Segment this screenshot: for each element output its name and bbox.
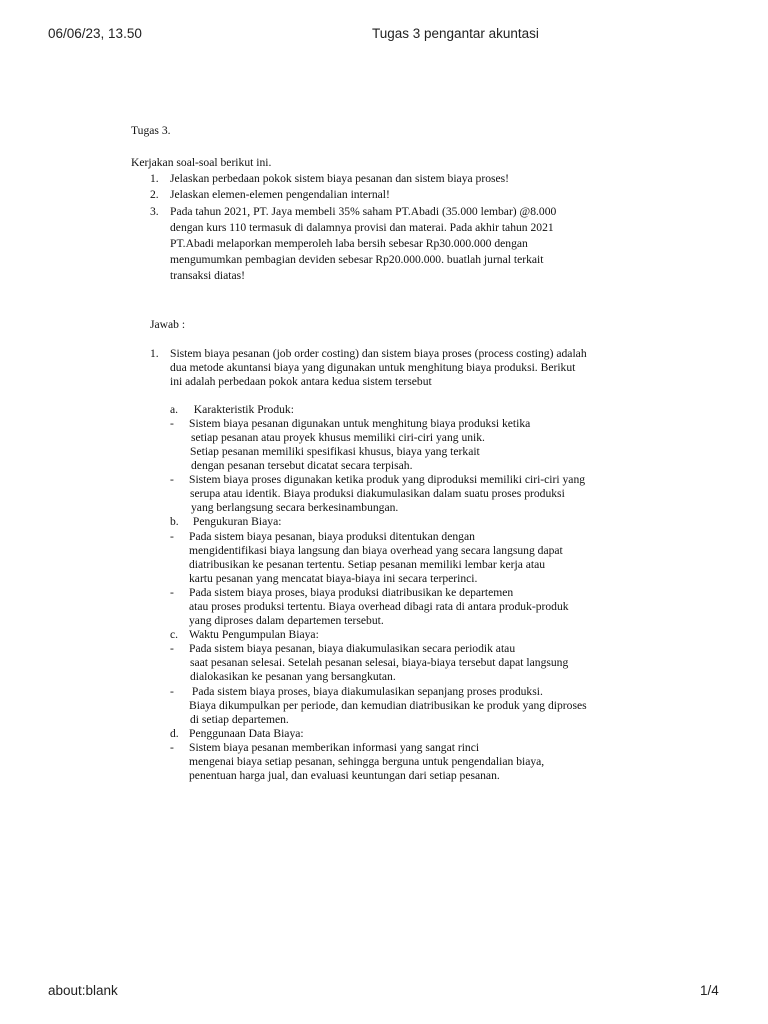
bullet-line: penentuan harga jual, dan evaluasi keuntungan dari setiap pesanan. [189, 769, 500, 782]
bullet-line: kartu pesanan yang mencatat biaya-biaya ini secara terperinci. [189, 572, 478, 585]
answer-intro-line: Sistem biaya pesanan (job order costing) dan sistem biaya proses (process costing) adalah [170, 347, 587, 360]
instruction-text: Kerjakan soal-soal berikut ini. [131, 156, 272, 169]
question-number: 1. [150, 172, 159, 185]
bullet-line: Biaya dikumpulkan per periode, dan kemudian diatribusikan ke produk yang diproses [189, 699, 587, 712]
bullet-line: Sistem biaya pesanan digunakan untuk menghitung biaya produksi ketika [189, 417, 531, 430]
answer-intro-line: ini adalah perbedaan pokok antara kedua sistem tersebut [170, 375, 432, 388]
bullet-dash: - [170, 417, 174, 430]
question-line: transaksi diatas! [170, 269, 246, 282]
bullet-line: Setiap pesanan memiliki spesifikasi khusus, biaya yang terkait [190, 445, 480, 458]
answer-number: 1. [150, 347, 159, 360]
section-letter: c. [170, 628, 179, 641]
bullet-line: Pada sistem biaya proses, biaya diakumulasikan sepanjang proses produksi. [189, 685, 543, 698]
bullet-line: yang diproses dalam departemen tersebut. [189, 614, 384, 627]
section-letter: a. [170, 403, 179, 416]
bullet-line: diatribusikan ke pesanan tertentu. Setiap pesanan memiliki lembar kerja atau [189, 558, 546, 571]
answer-intro-line: dua metode akuntansi biaya yang digunakan untuk menghitung biaya produksi. Berikut [170, 361, 576, 374]
print-datetime: 06/06/23, 13.50 [48, 26, 142, 41]
bullet-line: Pada sistem biaya pesanan, biaya produksi ditentukan dengan [189, 530, 475, 543]
question-line: mengumumkan pembagian deviden sebesar Rp20.000.000. buatlah jurnal terkait [170, 253, 544, 266]
question-number: 2. [150, 188, 159, 201]
question-line: Jelaskan perbedaan pokok sistem biaya pesanan dan sistem biaya proses! [170, 172, 510, 185]
bullet-line: Pada sistem biaya proses, biaya produksi diatribusikan ke departemen [189, 586, 514, 599]
bullet-line: mengidentifikasi biaya langsung dan biaya overhead yang secara langsung dapat [189, 544, 563, 557]
bullet-line: Sistem biaya pesanan memberikan informasi yang sangat rinci [189, 741, 480, 754]
section-letter: d. [170, 727, 179, 740]
section-letter: b. [170, 515, 179, 528]
bullet-dash: - [170, 741, 174, 754]
bullet-line: Sistem biaya proses digunakan ketika produk yang diproduksi memiliki ciri-ciri yang [189, 473, 586, 486]
question-line: Jelaskan elemen-elemen pengendalian internal! [170, 188, 390, 201]
document-heading: Tugas 3. [131, 124, 171, 137]
bullet-line: dialokasikan ke pesanan yang bersangkutan. [190, 670, 396, 683]
bullet-dash: - [170, 530, 174, 543]
section-title: Waktu Pengumpulan Biaya: [189, 628, 319, 641]
section-title: Karakteristik Produk: [188, 403, 294, 416]
print-title: Tugas 3 pengantar akuntasi [372, 26, 539, 41]
question-line: Pada tahun 2021, PT. Jaya membeli 35% saham PT.Abadi (35.000 lembar) @8.000 [170, 205, 557, 218]
bullet-line: dengan pesanan tersebut dicatat secara terpisah. [191, 459, 413, 472]
bullet-dash: - [170, 586, 174, 599]
bullet-line: setiap pesanan atau proyek khusus memiliki ciri-ciri yang unik. [191, 431, 485, 444]
bullet-dash: - [170, 685, 174, 698]
question-line: PT.Abadi melaporkan memperoleh laba bersih sebesar Rp30.000.000 dengan [170, 237, 528, 250]
bullet-line: Pada sistem biaya pesanan, biaya diakumulasikan secara periodik atau [189, 642, 516, 655]
answer-label: Jawab : [150, 318, 186, 331]
question-number: 3. [150, 205, 159, 218]
bullet-dash: - [170, 642, 174, 655]
question-line: dengan kurs 110 termasuk di dalamnya provisi dan materai. Pada akhir tahun 2021 [170, 221, 554, 234]
bullet-line: saat pesanan selesai. Setelah pesanan selesai, biaya-biaya tersebut dapat langsung [190, 656, 569, 669]
bullet-line: atau proses produksi tertentu. Biaya overhead dibagi rata di antara produk-produk [189, 600, 569, 613]
print-url: about:blank [48, 983, 118, 998]
bullet-line: di setiap departemen. [190, 713, 289, 726]
bullet-line: yang berlangsung secara berkesinambungan. [191, 501, 399, 514]
bullet-line: serupa atau identik. Biaya produksi diakumulasikan dalam suatu proses produksi [190, 487, 565, 500]
section-title: Penggunaan Data Biaya: [189, 727, 304, 740]
bullet-dash: - [170, 473, 174, 486]
page-number: 1/4 [700, 983, 719, 998]
section-title: Pengukuran Biaya: [190, 515, 282, 528]
bullet-line: mengenai biaya setiap pesanan, sehingga berguna untuk pengendalian biaya, [189, 755, 545, 768]
